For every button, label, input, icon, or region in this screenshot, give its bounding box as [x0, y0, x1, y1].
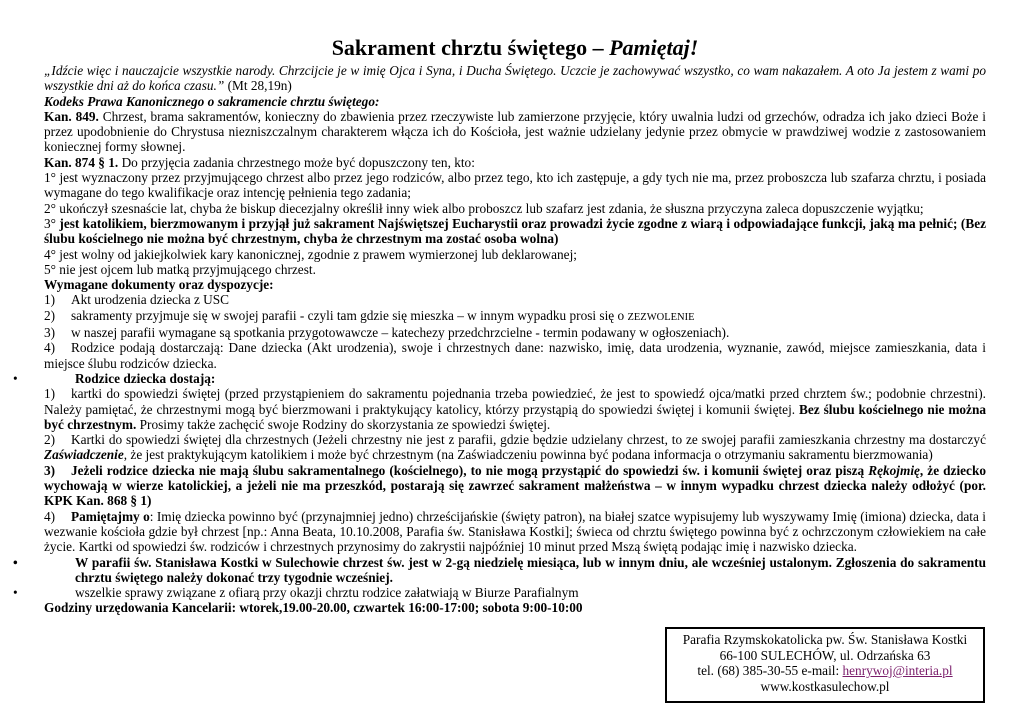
contact-parish-name: Parafia Rzymskokatolicka pw. Św. Stanisława Kostki: [682, 632, 968, 647]
bullet-icon: •: [13, 370, 18, 386]
bottom-section: [13, 585, 654, 616]
office-hours: Godziny urzędowania Kancelarii: wtorek,19.00-20.00, czwartek 16:00-17:00; sobota 9:00-10:00: [44, 600, 583, 616]
title-emphasis: Pamiętaj!: [609, 35, 699, 60]
documents-item-4: 4) Rodzice podają dostarczają: Dane dziecka (Akt urodzenia), swoje i chrzestnych dane: nazwisko, imię, data urodzenia, wyznanie, zawód, miejsce zamieszkania, data i miejsce ślubu rodziców dziecka.: [44, 340, 986, 371]
canon-874-point-1: 1° jest wyznaczony przez przyjmującego chrzest albo przez jego rodziców, albo przez tego, kto ich zastępuje, a gdy tych nie ma, przez proboszcza lub szafarza chrztu, i posiada wymagane do tego kwalifikacje oraz intencję pełnienia tego zadania;: [44, 170, 986, 201]
document-page: [13, 35, 987, 616]
parents-item-4: 4) Pamiętajmy o: Imię dziecka powinno być (przynajmniej jedno) chrześcijańskie (święty patron), na białej szatce wypisujemy lub wyszywamy Imię (imiona) dziecka, data i wezwanie kościoła gdzie był chrzest [np.: Anna Beata, 10.10.2008, Parafia św. Stanisława Kostki]; świeca od chrztu świętego powinna być z ochrzczonym człowiekiem na całe życie. Kartki od spowiedzi św. rodziców i chrzestnych przynosimy do zakrystii najpóźniej 10 minut przed Mszą świętą podając imię i nazwisko dziecka.: [44, 508, 986, 555]
canon-874-point-3: 3° jest katolikiem, bierzmowanym i przyjął już sakrament Najświętszej Eucharystii oraz prowadzi życie zgodne z wiarą i odpowiadające funkcji, jaką ma pełnić; (Bez ślubu kościelnego nie można być chrzestnym, chyba że chrzestnym ma zostać osoba wolna): [44, 215, 986, 247]
scripture-quote: „Idźcie więc i nauczajcie wszystkie narody. Chrzcijcie je w imię Ojca i Syna, i Ducha Świętego. Uczcie je zachowywać wszystko, co wam nakazałem. A oto Ja jestem z wami po wszystkie dni aż do końca czasu.” (Mt 28,19n): [44, 63, 986, 94]
page-title: Sakrament chrztu świętego – Pamiętaj!: [331, 35, 699, 60]
documents-item-2: 2) sakramenty przyjmuje się w swojej parafii - czyli tam gdzie się mieszka – w innym wypadku prosi się o ZEZWOLENIE: [44, 307, 695, 323]
baptism-schedule-notice: • W parafii św. Stanisława Kostki w Sulechowie chrzest św. jest w 2-gą niedzielę miesiąca, lub w innym dniu, ale wcześniej ustalonym. Zgłoszenia do sakramentu chrztu świętego należy dokonać trzy tygodnie wcześniej.: [13, 554, 986, 585]
parents-heading: • Rodzice dziecka dostają:: [13, 370, 216, 386]
canon-874-point-5: 5° nie jest ojcem lub matką przyjmującego chrzest.: [44, 261, 316, 277]
canon-874-point-4: 4° jest wolny od jakiejkolwiek kary kanonicznej, zgodnie z prawem wymierzonej lub deklarowanej;: [44, 246, 577, 262]
fees-note: • wszelkie sprawy związane z ofiarą przy okazji chrztu rodzice załatwiają w Biurze Parafialnym: [13, 585, 579, 601]
contact-box: [665, 627, 985, 703]
parents-item-1: 1) kartki do spowiedzi świętej (przed przystąpieniem do sakramentu pojednania trzeba powiedzieć, że jest to spowiedź ojca/matki przed chrztem św.; podobnie chrzestni). Należy pamiętać, że chrzestnymi mogą być bierzmowani i praktykujący katolicy, którzy przystąpią do spowiedzi świętej i komunii świętej. Bez ślubu kościelnego nie można być chrzestnym. Prosimy także zachęcić swoje Rodziny do skorzystania ze spowiedzi świętej.: [44, 386, 986, 432]
parents-item-2: 2) Kartki do spowiedzi świętej dla chrzestnych (Jeżeli chrzestny nie jest z parafii, gdzie będzie udzielany chrzest, to ze swojej parafii zamieszkania chrzestny ma dostarczyć Zaświadczenie, że jest praktykującym katolikiem i może być chrzestnym (na Zaświadczeniu powinna być podana informacja o otrzymaniu sakramentu bierzmowania): [44, 432, 986, 463]
parents-item-3: 3) Jeżeli rodzice dziecka nie mają ślubu sakramentalnego (kościelnego), to nie mogą przystąpić do spowiedzi św. i komunii świętej oraz piszą Rękojmię, że dziecko wychowają w wierze katolickiej, a jeżeli nie ma przeszkód, postarają się zawrzeć sakrament małżeństwa – w innym wypadku chrzest dziecka należy odłożyć (por. KPK Kan. 868 § 1): [44, 462, 986, 509]
documents-item-3: 3) w naszej parafii wymagane są spotkania przygotowawcze – katechezy przedchrzcielne - termin podawany w ogłoszeniach).: [44, 325, 730, 341]
codex-heading: Kodeks Prawa Kanonicznego o sakramencie chrztu świętego:: [44, 93, 380, 109]
canon-874: Kan. 874 § 1. Do przyjęcia zadania chrzestnego może być dopuszczony ten, kto:: [44, 154, 475, 170]
documents-heading: Wymagane dokumenty oraz dyspozycje:: [44, 277, 274, 293]
contact-address: 66-100 SULECHÓW, ul. Odrzańska 63: [719, 647, 931, 663]
contact-website[interactable]: www.kostkasulechow.pl: [760, 678, 890, 694]
documents-item-1: 1) Akt urodzenia dziecka z USC: [44, 292, 230, 308]
canon-874-point-2: 2° ukończył szesnaście lat, chyba że biskup diecezjalny określił inny wiek albo proboszcz lub szafarz jest zdania, że słuszna przyczyna zaleca dopuszczenie wyjątku;: [44, 200, 924, 216]
bullet-icon: •: [13, 585, 18, 601]
canon-849: Kan. 849. Chrzest, brama sakramentów, konieczny do zbawienia przez rzeczywiste lub zamierzone przyjęcie, który uwalnia ludzi od grzechów, odradza ich jako dzieci Boże i przez upodobnienie do Chrystusa niezniszczalnym charakterem włącza ich do Kościoła, jest ważnie udzielany jedynie przez obmycie w prawdziwej wodzie z zastosowaniem koniecznej formy słownej.: [44, 108, 987, 155]
email-link[interactable]: henrywoj@interia.pl: [842, 663, 953, 678]
contact-phone-email: tel. (68) 385-30-55 e-mail: henrywoj@interia.pl: [697, 663, 953, 678]
bullet-icon: •: [13, 554, 18, 570]
